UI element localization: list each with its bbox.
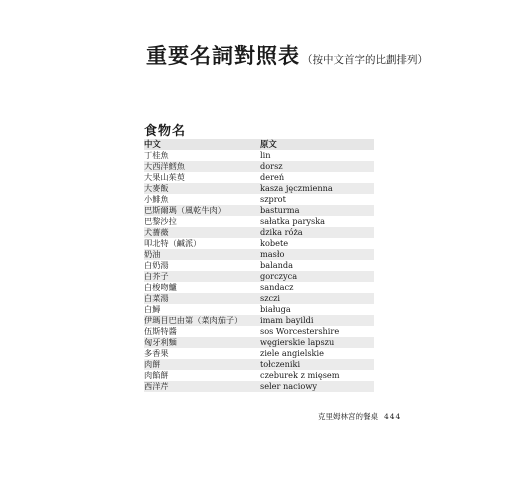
table-row (144, 150, 374, 161)
cell-original: dereń (260, 172, 285, 182)
cell-original: kobete (260, 238, 289, 248)
cell-original: tołczeniki (260, 359, 374, 370)
cell-original: sałatka paryska (260, 216, 326, 226)
cell-original: węgierskie lapszu (260, 337, 374, 348)
table-body (144, 150, 374, 392)
table-row (144, 348, 374, 359)
table-row (144, 194, 374, 205)
cell-chinese: 白奶湯 (144, 260, 169, 270)
cell-original: basturma (260, 205, 374, 216)
cell-chinese: 小鯡魚 (144, 194, 169, 204)
cell-original: lin (260, 150, 271, 160)
page-title (146, 40, 428, 70)
cell-chinese: 肉餅 (144, 359, 260, 370)
table-row (144, 315, 374, 326)
table-row (144, 337, 374, 348)
cell-chinese: 奶油 (144, 249, 260, 260)
column-header-chinese: 中文 (144, 139, 260, 150)
cell-original: szczi (260, 293, 374, 304)
cell-chinese: 白鱘 (144, 304, 161, 314)
cell-chinese: 犬薔薇 (144, 227, 260, 238)
section-heading: 食物名 (144, 124, 187, 139)
running-title: 克里姆林宮的餐桌 (318, 412, 378, 421)
table-row (144, 249, 374, 260)
cell-chinese: 白菜湯 (144, 293, 260, 304)
cell-chinese: 伍斯特醬 (144, 326, 177, 336)
cell-chinese: 大西洋鱈魚 (144, 161, 260, 172)
table-row (144, 326, 374, 337)
table-row (144, 161, 374, 172)
page-number: 444 (384, 412, 402, 421)
cell-original: seler naciowy (260, 381, 374, 392)
cell-original: imam bayildi (260, 315, 374, 326)
cell-original: ziele angielskie (260, 348, 324, 358)
cell-original: sandacz (260, 282, 294, 292)
table-row (144, 183, 374, 194)
column-header-original: 原文 (260, 139, 374, 150)
title-main: 重要名詞對照表 (146, 43, 300, 68)
table-row (144, 172, 374, 183)
cell-original: masło (260, 249, 374, 260)
cell-chinese: 丁桂魚 (144, 150, 169, 160)
table-row (144, 293, 374, 304)
table-row (144, 359, 374, 370)
table-row (144, 381, 374, 392)
cell-chinese: 西洋芹 (144, 381, 260, 392)
cell-original: czeburek z mięsem (260, 370, 340, 380)
table-row (144, 271, 374, 282)
cell-original: gorczyca (260, 271, 374, 282)
cell-original: dzika róża (260, 227, 374, 238)
table-header-row (144, 139, 374, 150)
table-row (144, 260, 374, 271)
table-row (144, 205, 374, 216)
cell-original: balanda (260, 260, 294, 270)
cell-chinese: 多香果 (144, 348, 169, 358)
cell-chinese: 白梭吻鱸 (144, 282, 177, 292)
page-footer (318, 411, 401, 422)
cell-chinese: 匈牙利麵 (144, 337, 260, 348)
cell-chinese: 巴斯爾瑪（風乾牛肉） (144, 205, 260, 216)
cell-chinese: 巴黎沙拉 (144, 216, 177, 226)
title-subtitle: （按中文首字的比劃排列） (302, 54, 428, 66)
cell-original: sos Worcestershire (260, 326, 340, 336)
table-row (144, 216, 374, 227)
cell-chinese: 叩北特（鹹派） (144, 238, 202, 248)
cell-chinese: 大果山茱萸 (144, 172, 185, 182)
table-row (144, 282, 374, 293)
table-row (144, 304, 374, 315)
cell-chinese: 大麥飯 (144, 183, 260, 194)
cell-original: dorsz (260, 161, 374, 172)
table-row (144, 227, 374, 238)
table-row (144, 370, 374, 381)
cell-original: kasza jęczmienna (260, 183, 374, 194)
cell-original: szprot (260, 194, 286, 204)
cell-chinese: 伊瑪目巴由第（菜肉茄子） (144, 315, 260, 326)
glossary-table (144, 139, 374, 392)
cell-original: białuga (260, 304, 291, 314)
table-row (144, 238, 374, 249)
cell-chinese: 白芥子 (144, 271, 260, 282)
cell-chinese: 肉餡餅 (144, 370, 169, 380)
